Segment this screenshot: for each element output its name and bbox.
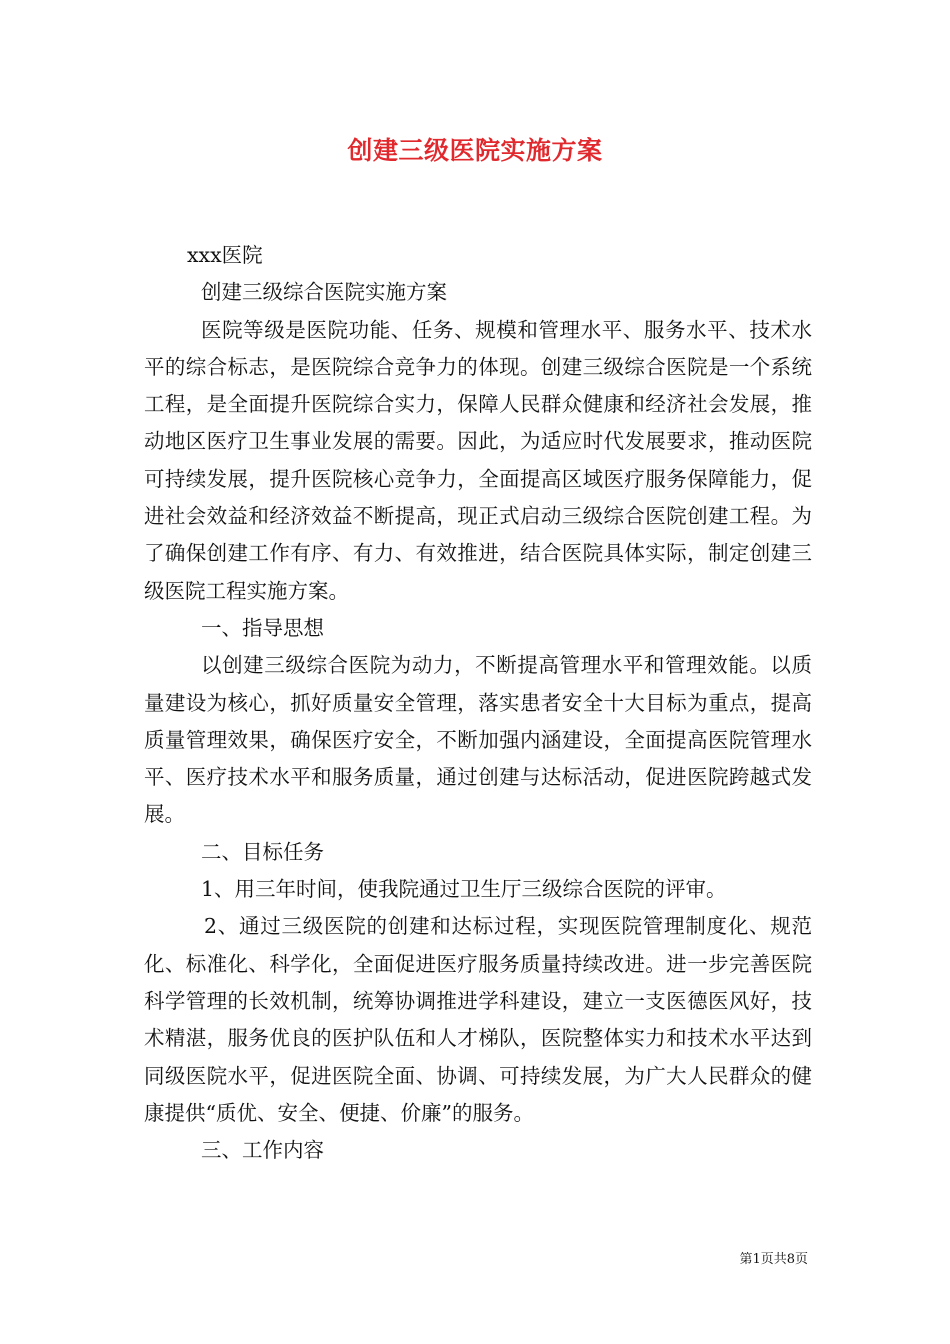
page-indicator: 第1页共8页 bbox=[739, 1252, 808, 1267]
intro-paragraph: 医院等级是医院功能、任务、规模和管理水平、服务水平、技术水平的综合标志，是医院综合竞争力的体现。创建三级综合医院是一个系统工程，是全面提升医院综合实力，保障人民群众健康和经济社会发展，推动地区医疗卫生事业发展的需要。因此，为适应时代发展要求，推动医院可持续发展，提升医院核心竞争力，全面提高区域医疗服务保障能力，促进社会效益和经济效益不断提高，现正式启动三级综合医院创建工程。为了确保创建工作有序、有力、有效推进，结合医院具体实际，制定创建三级医院工程实施方案。 bbox=[144, 317, 812, 603]
document-body bbox=[144, 237, 812, 1169]
guiding-thought-paragraph: 以创建三级综合医院为动力，不断提高管理水平和管理效能。以质量建设为核心，抓好质量安全管理，落实患者安全十大目标为重点，提高质量管理效果，确保医疗安全，不断加强内涵建设，全面提高医院管理水平、医疗技术水平和服务质量，通过创建与达标活动，促进医院跨越式发展。 bbox=[144, 653, 812, 827]
section-heading-goals: 二、目标任务 bbox=[201, 839, 324, 864]
goal-item-2: 2、通过三级医院的创建和达标过程，实现医院管理制度化、规范化、标准化、科学化，全面促进医疗服务质量持续改进。进一步完善医院科学管理的长效机制，统筹协调推进学科建设，建立一支医德医风好，技术精湛，服务优良的医护队伍和人才梯队，医院整体实力和技术水平达到同级医院水平，促进医院全面、协调、可持续发展，为广大人民群众的健康提供“质优、安全、便捷、价廉”的服务。 bbox=[144, 914, 812, 1125]
goal-item-1: 1、用三年时间，使我院通过卫生厅三级综合医院的评审。 bbox=[201, 877, 727, 902]
document-title: 创建三级医院实施方案 bbox=[347, 136, 603, 165]
subtitle-paragraph: 创建三级综合医院实施方案 bbox=[201, 280, 447, 305]
organization-name: xxx医院 bbox=[187, 243, 263, 267]
section-heading-guiding-thought: 一、指导思想 bbox=[201, 615, 324, 640]
section-heading-work-content: 三、工作内容 bbox=[201, 1138, 324, 1163]
